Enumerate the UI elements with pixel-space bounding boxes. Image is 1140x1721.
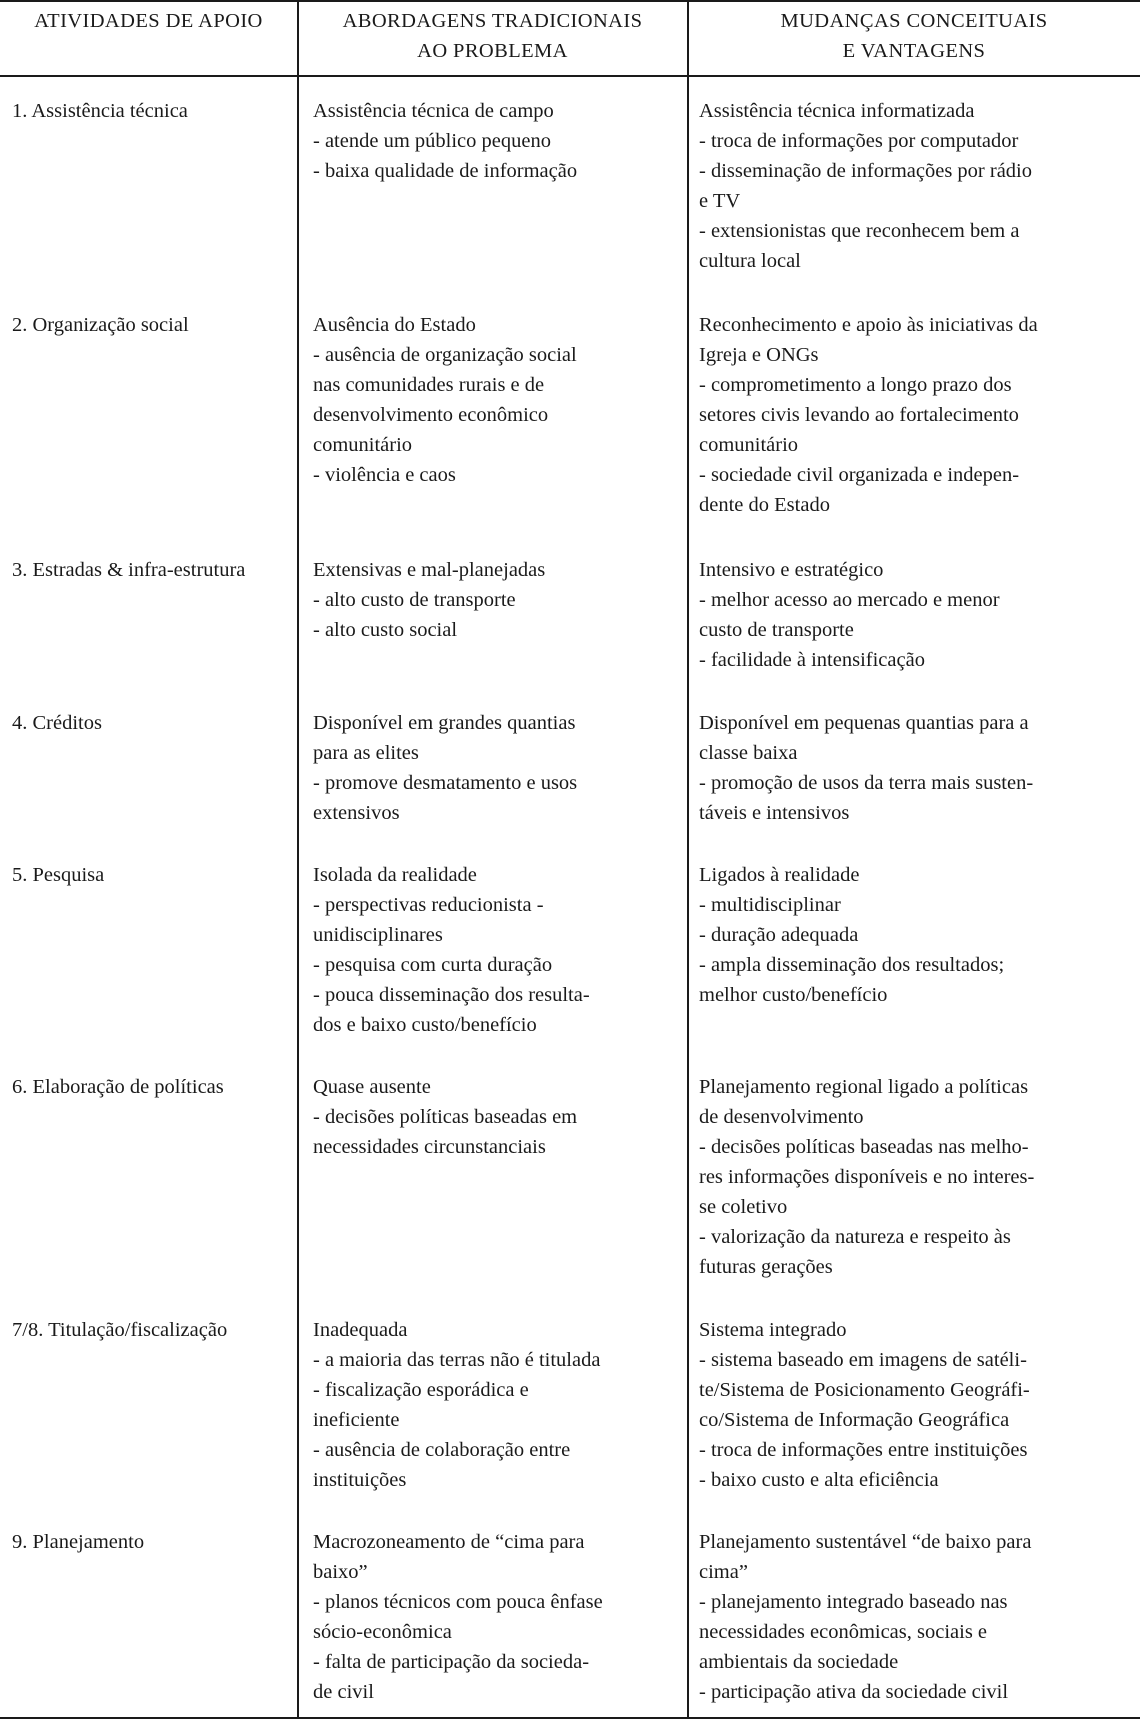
traditional-cell: Quase ausente - decisões políticas baseadas em necessidades circunstanciais <box>313 1076 578 1158</box>
traditional-cell: Assistência técnica de campo - atende um público pequeno - baixa qualidade de informação <box>313 100 578 182</box>
changes-cell: Disponível em pequenas quantias para a classe baixa - promoção de usos da terra mais susten- táveis e intensivos <box>699 712 1034 824</box>
activity-cell: 2. Organização social <box>12 314 189 336</box>
activity-cell: 9. Planejamento <box>12 1531 145 1553</box>
activity-cell: 6. Elaboração de políticas <box>12 1076 224 1098</box>
activity-cell: 1. Assistência técnica <box>12 100 188 122</box>
changes-cell: Planejamento regional ligado a políticas de desenvolvimento - decisões políticas baseadas nas melho- res informações disponíveis e no interes- se coletivo - valorização da natureza e respeito às futuras gerações <box>699 1076 1035 1278</box>
header-conceptual-changes: MUDANÇAS CONCEITUAIS E VANTAGENS <box>780 10 1048 62</box>
changes-cell: Planejamento sustentável “de baixo para cima” - planejamento integrado baseado nas necessidades econômicas, sociais e ambientais da sociedade - participação ativa da sociedade civil <box>699 1531 1032 1703</box>
column-divider-2 <box>687 0 689 1719</box>
header-rule <box>0 75 1140 77</box>
traditional-cell: Macrozoneamento de “cima para baixo” - planos técnicos com pouca ênfase sócio-econômica - falta de participação da socieda- de civil <box>313 1531 603 1703</box>
activity-cell: 4. Créditos <box>12 712 102 734</box>
header-activities: ATIVIDADES DE APOIO <box>34 10 263 32</box>
changes-cell: Assistência técnica informatizada - troca de informações por computador - disseminação de informações por rádio e TV - extensionistas que reconhecem bem a cultura local <box>699 100 1033 272</box>
traditional-cell: Disponível em grandes quantias para as elites - promove desmatamento e usos extensivos <box>313 712 578 824</box>
traditional-cell: Inadequada - a maioria das terras não é titulada - fiscalização esporádica e ineficiente - ausência de colaboração entre instituições <box>313 1319 601 1491</box>
column-divider-1 <box>297 0 299 1719</box>
activity-cell: 5. Pesquisa <box>12 864 105 886</box>
header-traditional-approaches: ABORDAGENS TRADICIONAIS AO PROBLEMA <box>342 10 643 62</box>
activity-cell: 3. Estradas & infra-estrutura <box>12 559 246 581</box>
activity-cell: 7/8. Titulação/fiscalização <box>12 1319 228 1341</box>
traditional-cell: Extensivas e mal-planejadas - alto custo de transporte - alto custo social <box>313 559 546 641</box>
changes-cell: Ligados à realidade - multidisciplinar - duração adequada - ampla disseminação dos resultados; melhor custo/benefício <box>699 864 1005 1006</box>
top-rule <box>0 0 1140 2</box>
changes-cell: Intensivo e estratégico - melhor acesso ao mercado e menor custo de transporte - facilidade à intensificação <box>699 559 1000 671</box>
bottom-rule <box>0 1717 1140 1719</box>
changes-cell: Sistema integrado - sistema baseado em imagens de satéli- te/Sistema de Posicionamento Geográfi- co/Sistema de Informação Geográfica - troca de informações entre instituições - baixo custo e alta eficiência <box>699 1319 1030 1491</box>
traditional-cell: Isolada da realidade - perspectivas reducionista - unidisciplinares - pesquisa com curta duração - pouca disseminação dos resulta- dos e baixo custo/benefício <box>313 864 590 1036</box>
changes-cell: Reconhecimento e apoio às iniciativas da Igreja e ONGs - comprometimento a longo prazo dos setores civis levando ao fortalecimento comunitário - sociedade civil organizada e indepen- dente do Estado <box>699 314 1038 516</box>
traditional-cell: Ausência do Estado - ausência de organização social nas comunidades rurais e de desenvolvimento econômico comunitário - violência e caos <box>313 314 577 486</box>
